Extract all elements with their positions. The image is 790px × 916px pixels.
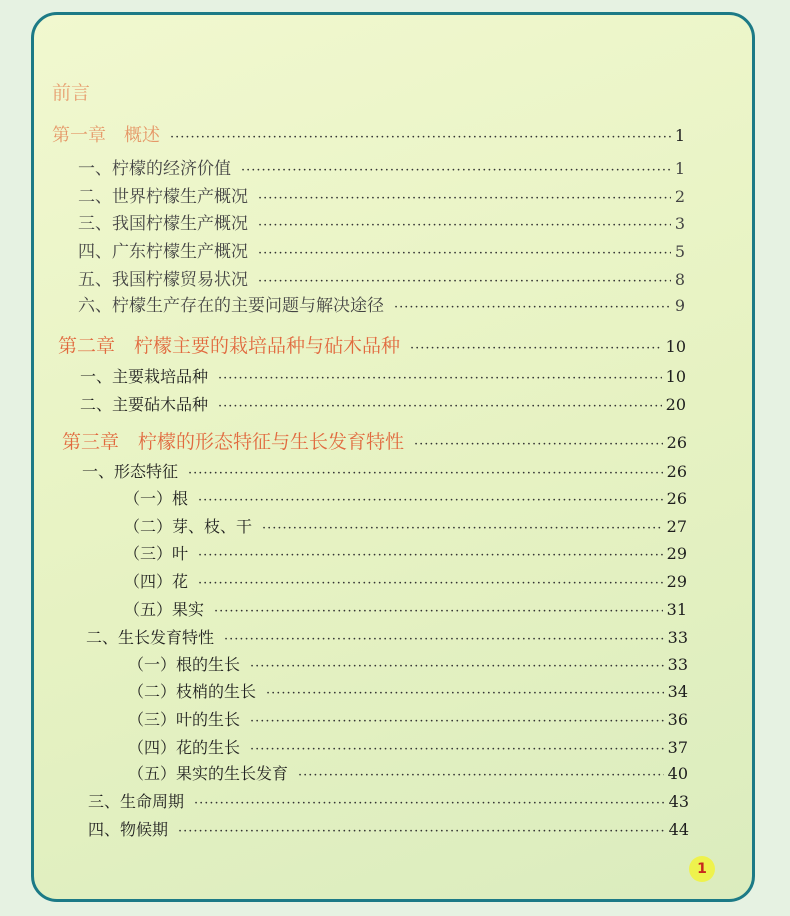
- toc-entry-page: 8: [674, 270, 685, 289]
- leader-dots: [194, 796, 665, 811]
- toc-section-1-4[interactable]: [78, 237, 685, 262]
- leader-dots: [258, 191, 671, 206]
- toc-entry-title: （二）芽、枝、干: [124, 517, 253, 536]
- toc-section-1-2[interactable]: [78, 182, 685, 207]
- leader-dots: [258, 218, 671, 233]
- toc-entry-title: 四、物候期: [88, 820, 169, 839]
- toc-entry-title: （三）叶: [124, 544, 189, 563]
- toc-entry-title: 二、生长发育特性: [86, 628, 215, 647]
- toc-subsection-3-2-1[interactable]: [128, 652, 688, 675]
- leader-dots: [198, 576, 663, 591]
- toc-entry-page: 2: [674, 187, 685, 206]
- toc-subsection-3-1-3[interactable]: [124, 541, 687, 564]
- toc-subsection-3-1-1[interactable]: [124, 486, 687, 509]
- toc-entry-page: 20: [665, 395, 686, 414]
- toc-entry-page: 31: [666, 600, 687, 619]
- toc-subsection-3-1-5[interactable]: [124, 597, 687, 620]
- leader-dots: [250, 714, 664, 729]
- toc-entry-title: 五、我国柠檬贸易状况: [78, 270, 248, 290]
- toc-section-1-6[interactable]: [78, 291, 685, 316]
- leader-dots: [262, 521, 663, 536]
- toc-chapter-3[interactable]: [62, 427, 687, 454]
- leader-dots: [266, 686, 664, 701]
- toc-entry-title: （一）根: [124, 489, 189, 508]
- toc-entry-page: 5: [674, 242, 685, 261]
- toc-entry-page: 29: [666, 572, 687, 591]
- leader-dots: [241, 163, 671, 178]
- toc-section-1-1[interactable]: [78, 154, 685, 179]
- leader-dots: [178, 824, 665, 839]
- toc-entry-title: 六、柠檬生产存在的主要问题与解决途径: [78, 296, 384, 316]
- leader-dots: [258, 274, 671, 289]
- toc-entry-title: 四、广东柠檬生产概况: [78, 242, 248, 262]
- toc-entry-page: 1: [674, 126, 685, 145]
- toc-entry-page: 44: [668, 820, 689, 839]
- leader-dots: [258, 246, 671, 261]
- leader-dots: [198, 548, 663, 563]
- toc-subsection-3-2-5[interactable]: [128, 761, 688, 784]
- toc-entry-page: 40: [667, 764, 688, 783]
- toc-subsection-3-1-4[interactable]: [124, 569, 687, 592]
- toc-section-1-5[interactable]: [78, 265, 685, 290]
- leader-dots: [410, 341, 662, 356]
- toc-entry-page: 26: [666, 462, 687, 481]
- preface-heading: 前言: [52, 82, 91, 104]
- toc-section-3-3[interactable]: [88, 789, 689, 812]
- leader-dots: [224, 632, 664, 647]
- toc-subsection-3-1-2[interactable]: [124, 514, 687, 537]
- toc-entry-title: （一）根的生长: [128, 655, 241, 674]
- toc-entry-page: 34: [667, 682, 688, 701]
- toc-entry-page: 33: [667, 655, 688, 674]
- toc-entry-page: 9: [674, 296, 685, 315]
- toc-entry-page: 26: [666, 433, 687, 452]
- leader-dots: [394, 300, 671, 315]
- toc-subsection-3-2-4[interactable]: [128, 735, 688, 758]
- toc-entry-title: 三、生命周期: [88, 792, 185, 811]
- toc-entry-title: 一、柠檬的经济价值: [78, 159, 231, 179]
- leader-dots: [214, 604, 663, 619]
- toc-entry-page: 43: [668, 792, 689, 811]
- toc-entry-title: （五）果实: [124, 600, 205, 619]
- leader-dots: [170, 130, 671, 145]
- leader-dots: [198, 493, 663, 508]
- toc-section-2-1[interactable]: [80, 364, 686, 387]
- leader-dots: [250, 659, 664, 674]
- toc-chapter-1[interactable]: [52, 121, 685, 147]
- toc-entry-title: 第一章 概述: [52, 125, 160, 146]
- toc-entry-page: 33: [667, 628, 688, 647]
- toc-subsection-3-2-2[interactable]: [128, 679, 688, 702]
- leader-dots: [414, 437, 663, 452]
- toc-entry-page: 37: [667, 738, 688, 757]
- leader-dots: [188, 466, 663, 481]
- toc-entry-title: 二、世界柠檬生产概况: [78, 187, 248, 207]
- toc-entry-title: 三、我国柠檬生产概况: [78, 214, 248, 234]
- toc-entry-title: （三）叶的生长: [128, 710, 241, 729]
- toc-entry-page: 36: [667, 710, 688, 729]
- leader-dots: [250, 742, 664, 757]
- toc-entry-title: （四）花: [124, 572, 189, 591]
- toc-entry-page: 26: [666, 489, 687, 508]
- toc-entry-title: 一、形态特征: [82, 462, 179, 481]
- toc-section-3-4[interactable]: [88, 817, 689, 840]
- toc-entry-title: （四）花的生长: [128, 738, 241, 757]
- leader-dots: [298, 768, 664, 783]
- toc-entry-page: 3: [674, 214, 685, 233]
- toc-section-1-3[interactable]: [78, 209, 685, 234]
- toc-section-3-1[interactable]: [82, 459, 687, 482]
- leader-dots: [218, 371, 662, 386]
- toc-entry-title: （二）枝梢的生长: [128, 682, 257, 701]
- page-number-badge: 1: [689, 856, 715, 882]
- toc-entry-title: 一、主要栽培品种: [80, 367, 209, 386]
- toc-entry-page: 29: [666, 544, 687, 563]
- leader-dots: [218, 399, 662, 414]
- toc-entry-title: 二、主要砧木品种: [80, 395, 209, 414]
- toc-subsection-3-2-3[interactable]: [128, 707, 688, 730]
- toc-entry-title: （五）果实的生长发育: [128, 764, 289, 783]
- toc-entry-page: 27: [666, 517, 687, 536]
- toc-entry-page: 1: [674, 159, 685, 178]
- toc-entry-page: 10: [665, 367, 686, 386]
- toc-section-2-2[interactable]: [80, 392, 686, 415]
- toc-section-3-2[interactable]: [86, 625, 688, 648]
- toc-chapter-2[interactable]: [58, 331, 686, 358]
- toc-entry-title: 第二章 柠檬主要的栽培品种与砧木品种: [58, 335, 401, 357]
- toc-entry-title: 第三章 柠檬的形态特征与生长发育特性: [62, 431, 405, 453]
- toc-entry-page: 10: [665, 337, 686, 356]
